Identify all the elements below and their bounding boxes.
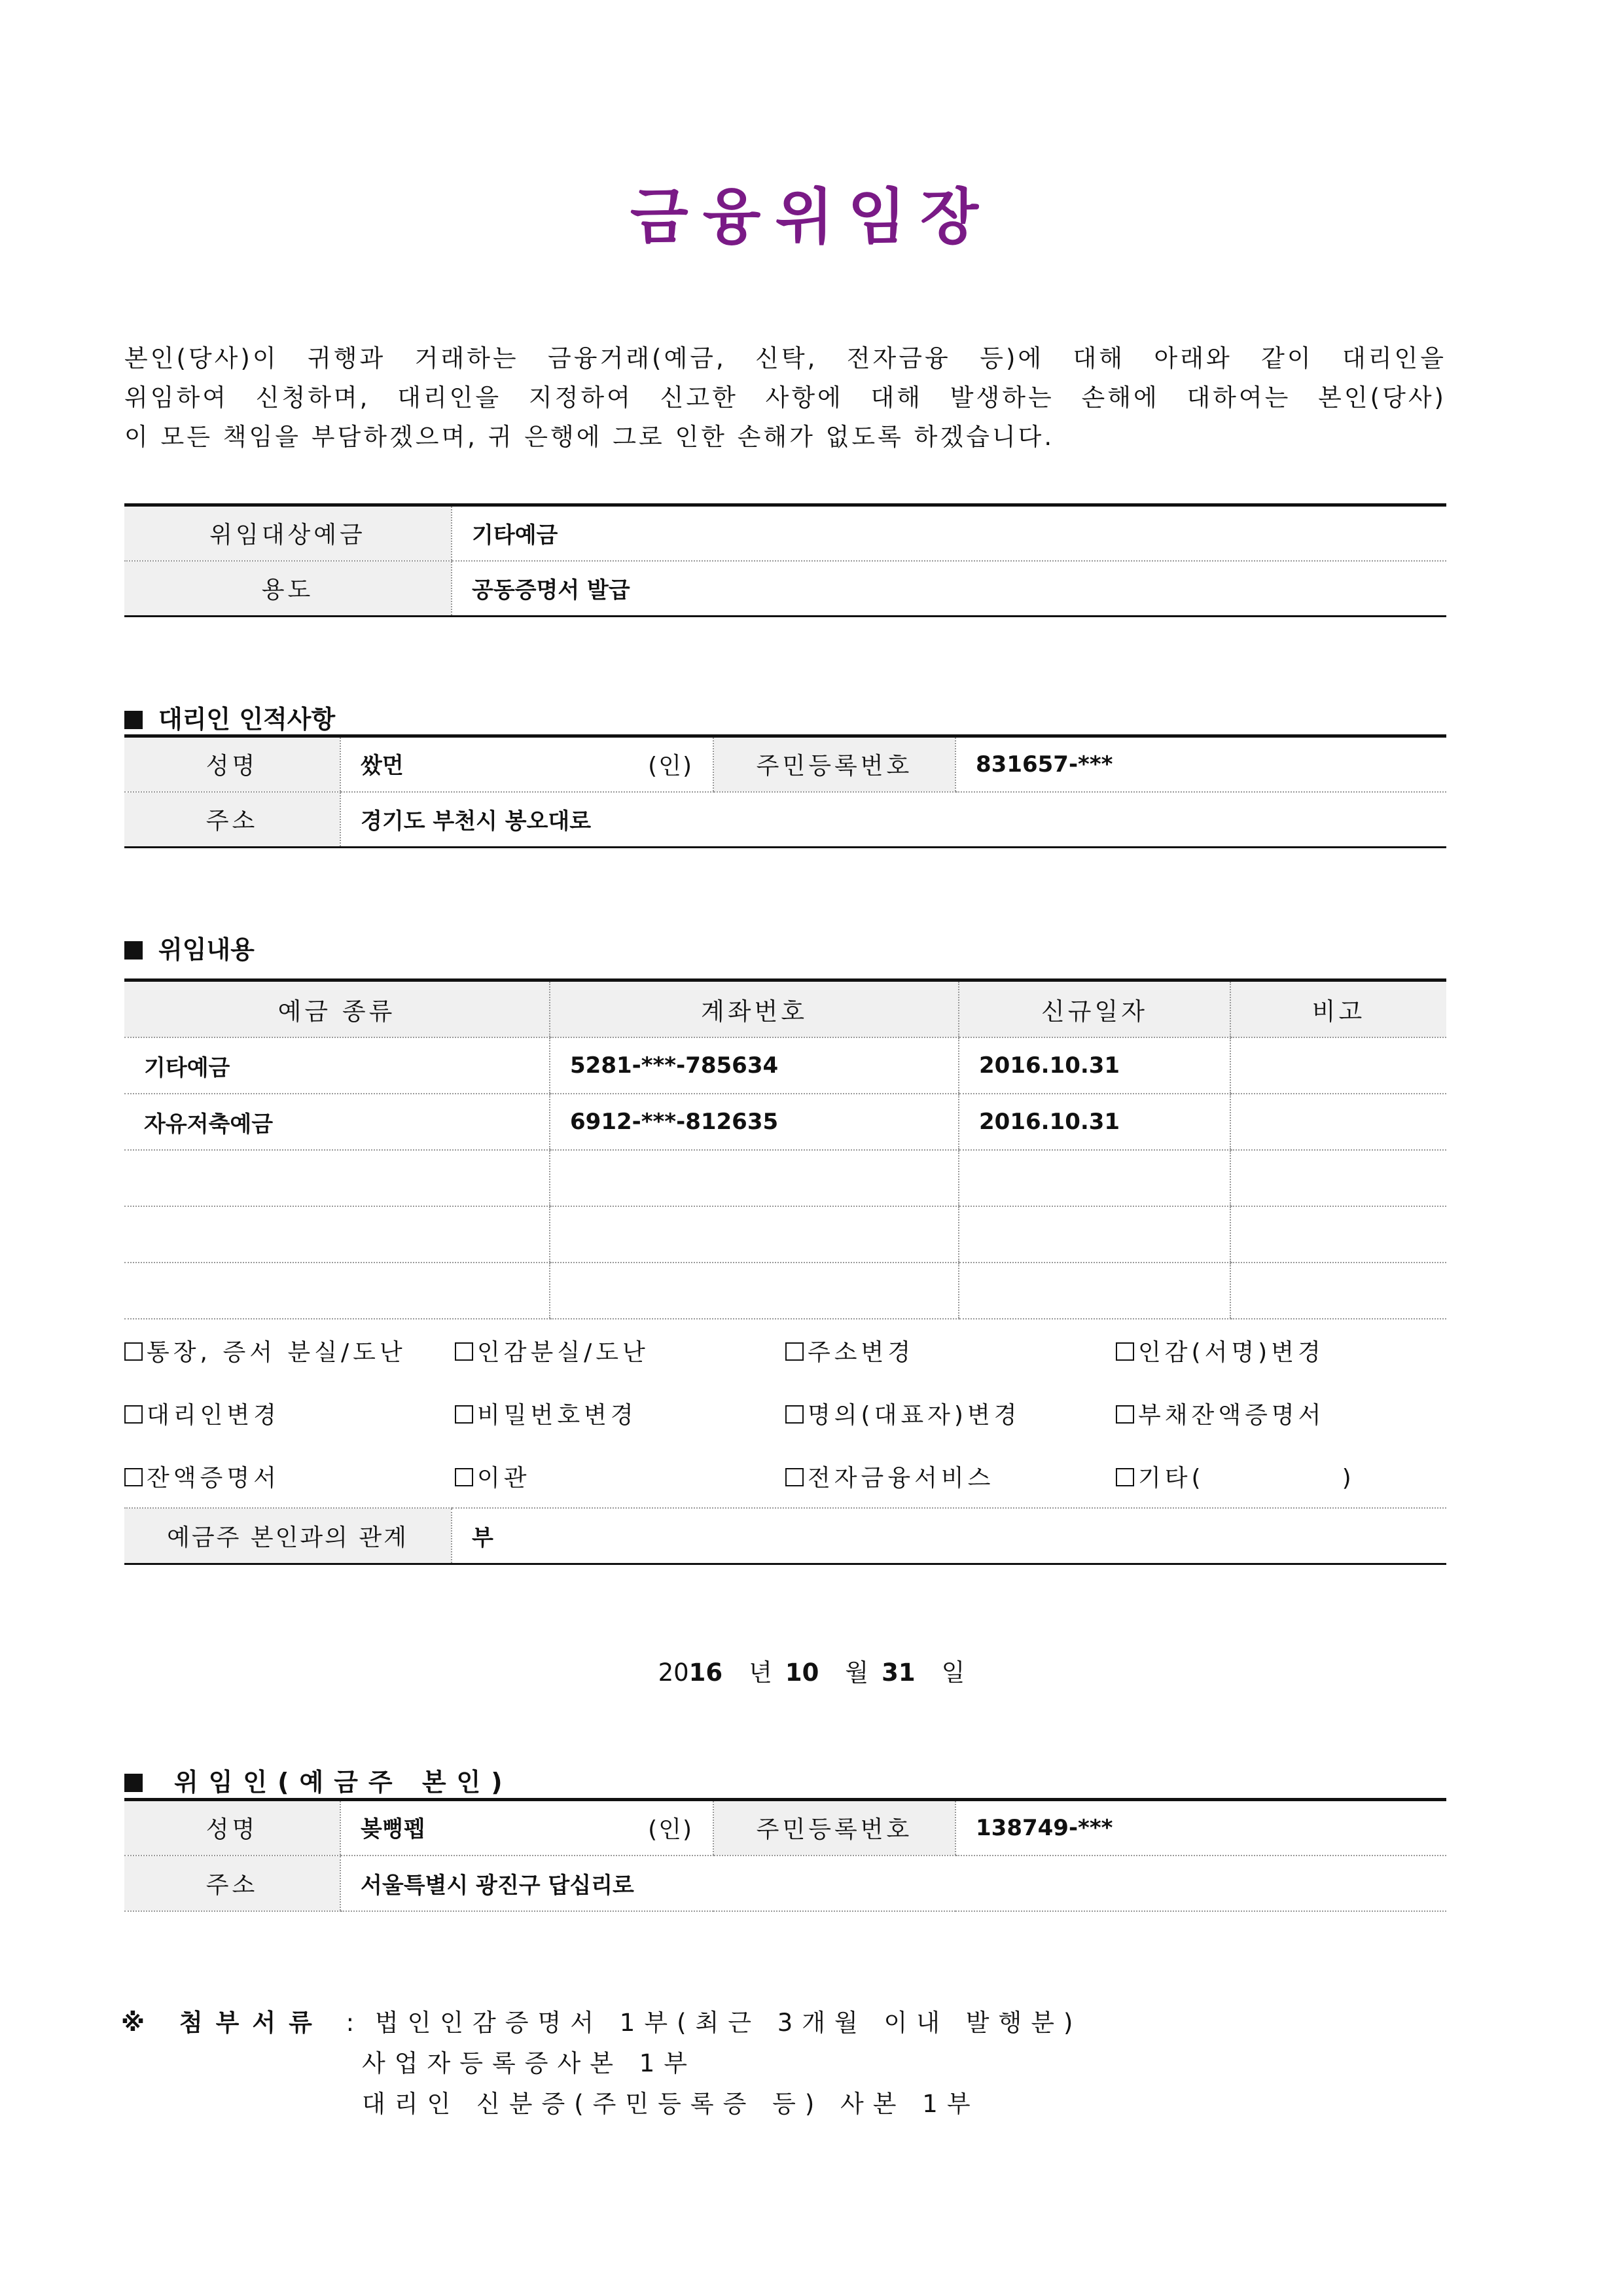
agent-table — [124, 734, 1446, 848]
checkbox-item[interactable]: 인감(서명)변경 — [1116, 1334, 1446, 1367]
intro-line: 본인(당사)이 귀행과 거래하는 금융거래(예금, 신탁, 전자금융 등)에 대해 아래와 같이 대리인을 — [124, 344, 1446, 372]
attachments-title: ※ 첨부서류 — [121, 2009, 325, 2037]
agent-id-label: 주민등록번호 — [713, 736, 955, 792]
account-number-cell — [550, 1206, 959, 1263]
remarks-cell — [1230, 1037, 1446, 1094]
header-open-date: 신규일자 — [959, 980, 1230, 1038]
attachment-item: 대리인 신분증(주민등록증 등) 사본 1부 — [362, 2090, 980, 2118]
delegation-header-row — [124, 980, 1446, 1038]
remarks-cell — [1230, 1094, 1446, 1150]
remarks-cell — [1230, 1206, 1446, 1263]
checkbox-item[interactable]: 잔액증명서 — [124, 1460, 455, 1493]
checkbox-item[interactable]: 통장, 증서 분실/도난 — [124, 1334, 455, 1367]
delegator-id-value: 138749-*** — [955, 1800, 1446, 1856]
square-bullet-icon — [124, 1774, 143, 1792]
delegator-name-cell — [340, 1800, 713, 1856]
agent-seal: (인) — [648, 753, 693, 780]
agent-name-cell — [340, 736, 713, 792]
header-remarks: 비고 — [1230, 980, 1446, 1038]
intro-line: 이 모든 책임을 부담하겠으며, 귀 은행에 그로 인한 손해가 없도록 하겠습니다. — [124, 423, 1055, 451]
agent-id-value: 831657-*** — [955, 736, 1446, 792]
deposit-value: 기타예금 — [452, 505, 1446, 561]
checkbox-icon[interactable] — [455, 1468, 473, 1486]
checkbox-icon[interactable] — [455, 1342, 473, 1361]
checkbox-icon[interactable] — [124, 1342, 143, 1361]
delegator-address-label: 주소 — [124, 1856, 340, 1911]
account-number-cell: 6912-***-812635 — [550, 1094, 959, 1150]
checkbox-item[interactable]: 기타( ) — [1116, 1460, 1446, 1493]
deposit-type-cell: 기타예금 — [124, 1037, 550, 1094]
square-bullet-icon — [124, 711, 143, 729]
checkbox-icon[interactable] — [124, 1468, 143, 1486]
delegation-table — [124, 978, 1446, 1319]
checkbox-item[interactable]: 전자금융서비스 — [785, 1460, 1116, 1493]
checkbox-icon[interactable] — [785, 1342, 804, 1361]
account-number-cell — [550, 1150, 959, 1206]
deposit-type-cell: 자유저축예금 — [124, 1094, 550, 1150]
agent-address-label: 주소 — [124, 792, 340, 848]
purpose-checkboxes — [124, 1319, 1446, 1507]
relation-value: 부 — [452, 1508, 1446, 1564]
deposit-type-cell — [124, 1206, 550, 1263]
agent-address-value: 경기도 부천시 봉오대로 — [340, 792, 1446, 848]
delegator-id-label: 주민등록번호 — [713, 1800, 955, 1856]
open-date-cell — [959, 1263, 1230, 1319]
target-table — [124, 503, 1446, 617]
agent-section-title: 대리인 인적사항 — [124, 699, 335, 735]
intro-line: 위임하여 신청하며, 대리인을 지정하여 신고한 사항에 대해 발생하는 손해에 대하여는 본인(당사) — [124, 384, 1446, 412]
attachment-item: 사업자등록증사본 1부 — [362, 2049, 696, 2077]
month-value: 10 — [785, 1659, 819, 1687]
checkbox-icon[interactable] — [785, 1405, 804, 1424]
checkbox-icon[interactable] — [1116, 1468, 1134, 1486]
account-number-cell: 5281-***-785634 — [550, 1037, 959, 1094]
checkbox-item[interactable]: 주소변경 — [785, 1334, 1116, 1367]
document-date: 2016 년 10 월 31 일 — [658, 1659, 965, 1687]
table-row — [124, 1150, 1446, 1206]
day-value: 31 — [882, 1659, 916, 1687]
table-row — [124, 1037, 1446, 1094]
open-date-cell: 2016.10.31 — [959, 1037, 1230, 1094]
header-account-number: 계좌번호 — [550, 980, 959, 1038]
relation-label: 예금주 본인과의 관계 — [124, 1508, 452, 1564]
checkbox-icon[interactable] — [455, 1405, 473, 1424]
table-row — [124, 1094, 1446, 1150]
year-value: 16 — [688, 1659, 723, 1687]
open-date-cell — [959, 1206, 1230, 1263]
checkbox-icon[interactable] — [1116, 1342, 1134, 1361]
deposit-type-cell — [124, 1150, 550, 1206]
delegator-section-title: 위임인(예금주 본인) — [124, 1762, 513, 1798]
agent-name-label: 성명 — [124, 736, 340, 792]
open-date-cell: 2016.10.31 — [959, 1094, 1230, 1150]
deposit-label: 위임대상예금 — [124, 505, 452, 561]
deposit-type-cell — [124, 1263, 550, 1319]
purpose-value: 공동증명서 발급 — [452, 561, 1446, 617]
checkbox-item[interactable]: 인감분실/도난 — [455, 1334, 785, 1367]
remarks-cell — [1230, 1263, 1446, 1319]
delegator-name-value: 봊뻥펩 — [361, 1816, 425, 1843]
attachments: ※ 첨부서류 : 법인인감증명서 1부(최근 3개월 이내 발행분) 사업자등록증사본 1부 대리인 신분증(주민등록증 등) 사본 1부 — [121, 2009, 1082, 2118]
checkbox-item[interactable]: 이관 — [455, 1460, 785, 1493]
delegator-address-value: 서울특별시 광진구 답십리로 — [340, 1856, 1446, 1911]
checkbox-icon[interactable] — [1116, 1405, 1134, 1424]
square-bullet-icon — [124, 941, 143, 960]
checkbox-item[interactable]: 비밀번호변경 — [455, 1397, 785, 1430]
checkbox-icon[interactable] — [124, 1405, 143, 1424]
checkbox-item[interactable]: 부채잔액증명서 — [1116, 1397, 1446, 1430]
intro-paragraph — [124, 339, 1446, 457]
remarks-cell — [1230, 1150, 1446, 1206]
checkbox-item[interactable]: 대리인변경 — [124, 1397, 455, 1430]
checkbox-item[interactable]: 명의(대표자)변경 — [785, 1397, 1116, 1430]
table-row — [124, 1263, 1446, 1319]
delegator-name-label: 성명 — [124, 1800, 340, 1856]
account-number-cell — [550, 1263, 959, 1319]
delegation-section-title: 위임내용 — [124, 929, 255, 965]
purpose-label: 용도 — [124, 561, 452, 617]
table-row — [124, 1206, 1446, 1263]
open-date-cell — [959, 1150, 1230, 1206]
relation-table — [124, 1507, 1446, 1565]
delegator-table — [124, 1798, 1446, 1912]
attachment-item: 법인인감증명서 1부(최근 3개월 이내 발행분) — [374, 2009, 1082, 2037]
agent-name-value: 쌌먼 — [361, 753, 404, 780]
delegator-seal: (인) — [648, 1816, 693, 1844]
checkbox-icon[interactable] — [785, 1468, 804, 1486]
header-deposit-type: 예금 종류 — [124, 980, 550, 1038]
document-title: 금융위임장 — [630, 182, 993, 252]
